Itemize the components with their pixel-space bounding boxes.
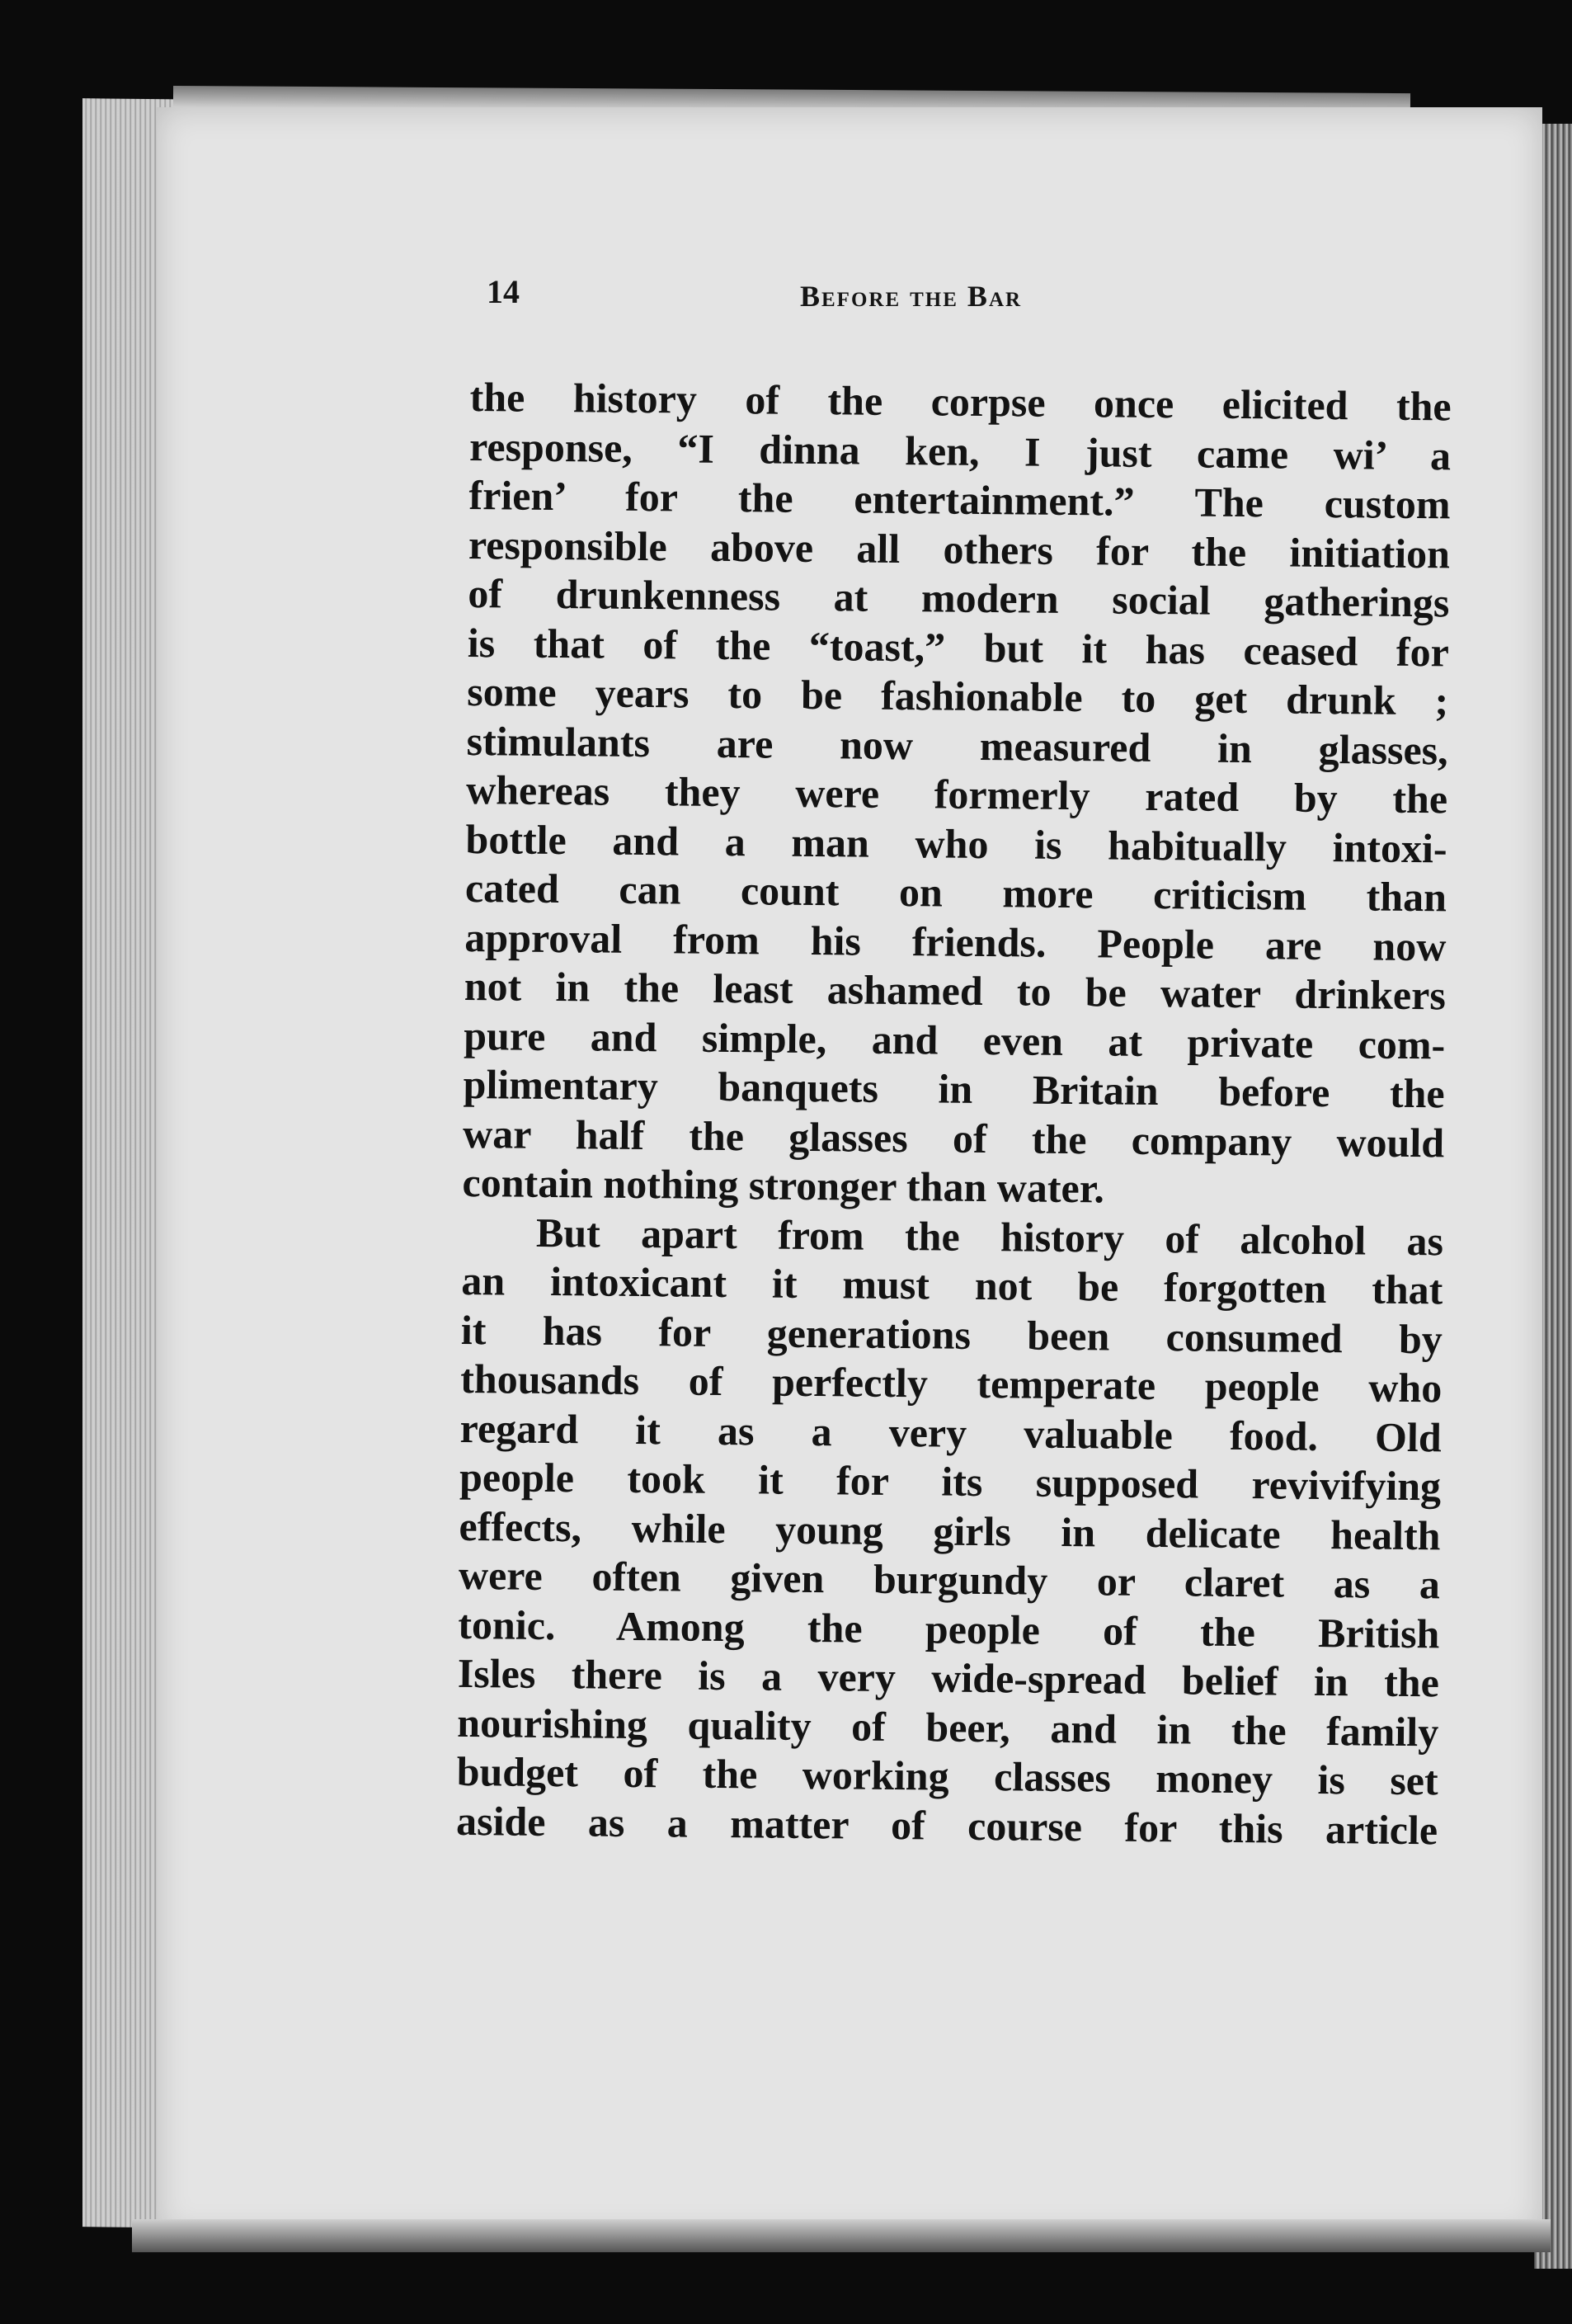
text-line: tonic. Among the people of the British bbox=[458, 1600, 1440, 1657]
text-line: pure and simple, and even at private com- bbox=[464, 1011, 1446, 1068]
text-line: regard it as a very valuable food. Old bbox=[459, 1404, 1442, 1460]
text-line: of drunkenness at modern social gatherings bbox=[468, 569, 1450, 626]
text-line: frien’ for the entertainment.” The custom bbox=[468, 471, 1451, 528]
text-line: it has for generations been consumed by bbox=[460, 1306, 1443, 1362]
text-line: cated can count on more criticism than bbox=[464, 864, 1447, 921]
text-line: not in the least ashamed to be water drinkers bbox=[464, 962, 1447, 1019]
text-line: war half the glasses of the company would bbox=[462, 1110, 1445, 1166]
text-line: people took it for its supposed revivifying bbox=[459, 1453, 1442, 1510]
text-line: Isles there is a very wide-spread belief in the bbox=[457, 1649, 1440, 1706]
text-line: contain nothing stronger than water. bbox=[462, 1158, 1105, 1212]
text-line: were often given burgundy or claret as a bbox=[458, 1551, 1441, 1608]
running-head: Before the Bar bbox=[800, 280, 1023, 313]
text-line: thousands of perfectly temperate people who bbox=[460, 1355, 1443, 1412]
text-line: bottle and a man who is habitually intoxi- bbox=[465, 815, 1447, 871]
text-line: nourishing quality of beer, and in the family bbox=[457, 1699, 1439, 1755]
body-text bbox=[456, 373, 1452, 1855]
text-line: the history of the corpse once elicited the bbox=[469, 373, 1452, 430]
text-line: responsible above all others for the initiation bbox=[468, 521, 1451, 577]
text-line: is that of the “toast,” but it has ceased for bbox=[467, 619, 1450, 675]
text-line: budget of the working classes money is set bbox=[456, 1747, 1438, 1804]
page-bottom-edge bbox=[132, 2219, 1551, 2252]
page-number: 14 bbox=[487, 273, 520, 310]
text-line: whereas they were formerly rated by the bbox=[465, 766, 1448, 823]
text-line: stimulants are now measured in glasses, bbox=[466, 717, 1448, 773]
text-line: But apart from the history of alcohol as bbox=[535, 1209, 1444, 1264]
text-line: some years to be fashionable to get drunk ; bbox=[467, 667, 1449, 724]
text-line: effects, while young girls in delicate health bbox=[459, 1502, 1441, 1558]
text-line: response, “I dinna ken, I just came wi’ a bbox=[468, 422, 1452, 478]
page-header bbox=[487, 272, 1460, 330]
text-line: approval from his friends. People are now bbox=[464, 913, 1447, 969]
text-line: an intoxicant it must not be forgotten that bbox=[461, 1256, 1443, 1313]
text-line: plimentary banquets in Britain before the bbox=[463, 1060, 1445, 1117]
text-line: aside as a matter of course for this article bbox=[455, 1797, 1438, 1853]
